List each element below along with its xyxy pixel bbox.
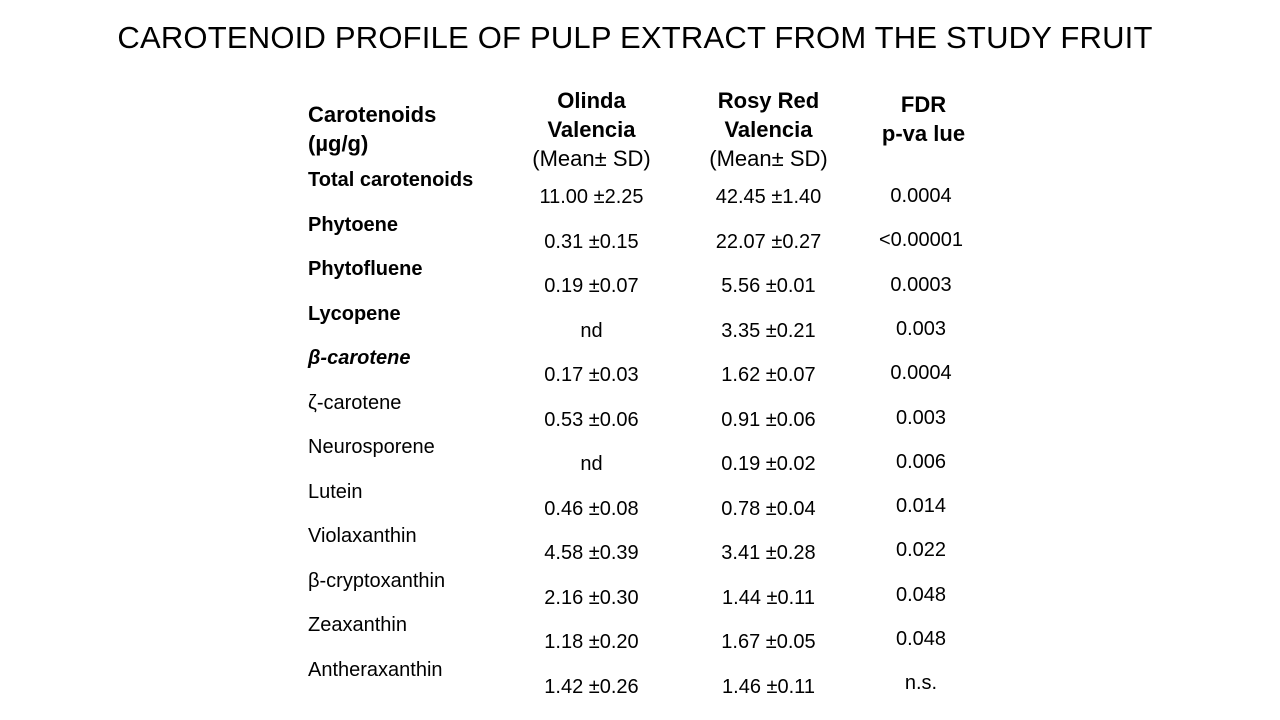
cell-fdr-p-value: 0.0004	[890, 362, 952, 385]
cell-olinda-value: 0.46 ±0.08	[544, 497, 639, 520]
cell-rosy-value: 0.91 ±0.06	[721, 408, 816, 431]
header-carotenoids-line1: Carotenoids	[308, 102, 437, 127]
row-label: Phytofluene	[308, 258, 423, 280]
row-label: Lutein	[308, 480, 363, 503]
row-label: Neurosporene	[308, 436, 435, 458]
row-label: β-carotene	[308, 347, 411, 369]
cell-fdr-p-value: 0.048	[895, 583, 947, 606]
cell-olinda-value: 11.00 ±2.25	[539, 186, 644, 208]
cell-olinda-value: 0.19 ±0.07	[544, 275, 639, 297]
header-rosy-line2: Valencia	[724, 117, 813, 142]
cell-rosy-value: 42.45 ±1.40	[715, 186, 822, 208]
cell-fdr-p-value: 0.0003	[890, 273, 952, 296]
cell-olinda-value: 1.18 ±0.20	[544, 631, 639, 653]
cell-rosy-value: 22.07 ±0.27	[715, 230, 822, 253]
cell-fdr-p-value: 0.048	[895, 628, 947, 650]
row-label: Violaxanthin	[308, 525, 417, 547]
header-rosy-line3: (Mean± SD)	[709, 146, 828, 171]
cell-olinda-value: nd	[580, 453, 603, 475]
header-rosy-line1: Rosy Red	[717, 88, 820, 113]
cell-rosy-value: 0.78 ±0.04	[721, 497, 816, 520]
cell-rosy-value: 1.44 ±0.11	[722, 586, 815, 609]
header-fdr-p-value	[866, 90, 981, 148]
cell-fdr-p-value: 0.003	[895, 317, 947, 340]
row-label: Phytoene	[308, 213, 399, 236]
header-olinda-line3: (Mean± SD)	[532, 146, 651, 171]
cell-rosy-value: 1.46 ±0.11	[722, 675, 815, 698]
cell-olinda-value: 1.42 ±0.26	[544, 675, 639, 698]
cell-rosy-value: 1.67 ±0.05	[721, 631, 816, 653]
cell-fdr-p-value: 0.014	[895, 495, 947, 518]
cell-olinda-value: 4.58 ±0.39	[544, 542, 639, 564]
header-fdr-line1: FDR	[900, 92, 947, 117]
cell-rosy-value: 3.41 ±0.28	[721, 542, 816, 564]
header-olinda-line2: Valencia	[547, 117, 636, 142]
row-label: ζ-carotene	[308, 391, 402, 414]
header-olinda-valencia	[519, 86, 664, 173]
cell-olinda-value: 0.17 ±0.03	[544, 364, 639, 386]
cell-olinda-value: 0.31 ±0.15	[544, 230, 639, 253]
cell-rosy-value: 0.19 ±0.02	[721, 453, 816, 475]
cell-rosy-value: 1.62 ±0.07	[721, 364, 816, 386]
cell-fdr-p-value: n.s.	[904, 672, 938, 695]
row-label: Total carotenoids	[308, 169, 474, 191]
cell-olinda-value: 0.53 ±0.06	[544, 408, 639, 431]
cell-fdr-p-value: 0.022	[895, 539, 947, 562]
cell-rosy-value: 5.56 ±0.01	[721, 275, 816, 297]
cell-olinda-value: nd	[580, 319, 603, 342]
cell-fdr-p-value: 0.003	[895, 406, 947, 429]
row-label: Lycopene	[308, 302, 401, 325]
slide-title: CAROTENOID PROFILE OF PULP EXTRACT FROM THE STUDY FRUIT	[117, 20, 1153, 55]
cell-olinda-value: 2.16 ±0.30	[544, 586, 639, 609]
cell-fdr-p-value: <0.00001	[879, 229, 963, 252]
row-label: Antheraxanthin	[308, 658, 443, 681]
header-carotenoids	[308, 100, 436, 158]
cell-fdr-p-value: 0.006	[895, 450, 947, 473]
cell-fdr-p-value: 0.0004	[890, 185, 952, 207]
row-label: β-cryptoxanthin	[308, 569, 446, 592]
header-olinda-line1: Olinda	[557, 88, 626, 113]
header-carotenoids-line2: (µg/g)	[308, 131, 369, 156]
row-label: Zeaxanthin	[308, 614, 407, 636]
header-rosy-red-valencia	[696, 86, 841, 173]
header-fdr-line2: p-va lue	[881, 121, 966, 146]
cell-rosy-value: 3.35 ±0.21	[721, 319, 816, 342]
